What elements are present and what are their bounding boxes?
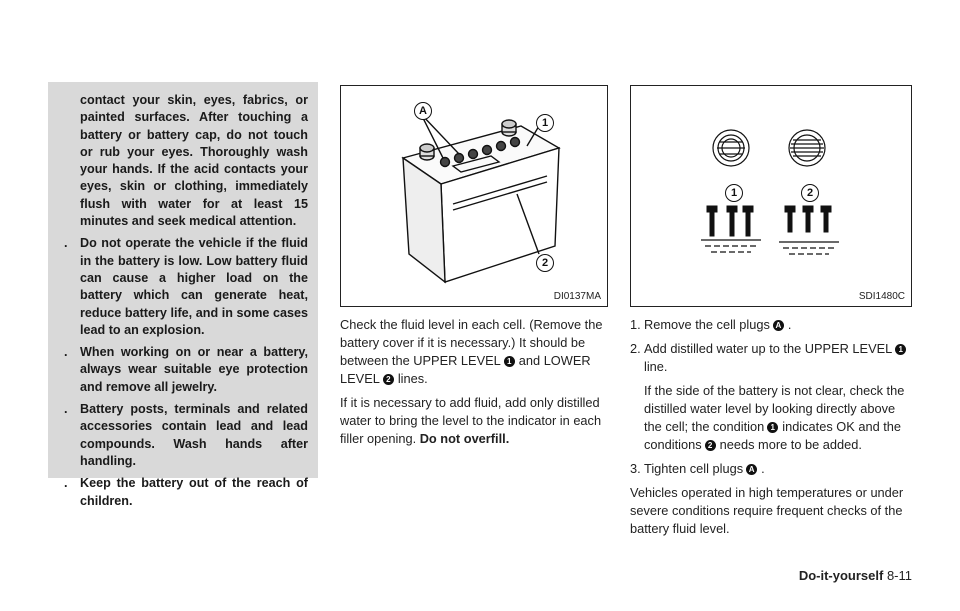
battery-figure [340,85,608,307]
paragraph [340,394,608,448]
text-run: . [761,461,765,476]
paragraph [340,316,608,388]
bullet-marker: . [64,345,68,360]
warning-bullet [60,475,308,510]
text-run: . [787,317,792,332]
step-1 [630,316,912,334]
marker-a: A [773,320,784,331]
warning-bullet-text: When working on or near a battery, always wear suitable eye protection and remove all jewelry. [80,345,308,394]
text-run: line. [644,359,668,374]
callout-1: 1 [536,114,554,132]
warning-bullet-text: Keep the battery out of the reach of children. [80,476,308,508]
page-number: 8-11 [886,568,912,583]
bullet-marker: . [64,476,68,491]
text-run: Remove the cell plugs [644,317,770,332]
text-run: needs more to be added. [719,437,862,452]
step-2 [630,340,912,376]
warning-continuation: contact your skin, eyes, fabrics, or painted surfaces. After touching a battery or battery cap, do not touch or rub your eyes. Thoroughly wash your hands. If the acid contacts your eyes, skin or clothing, immediately flush with water for at least 15 minutes and seek medical attention. [80,93,308,229]
text-run: Add distilled water up to the UPPER LEVEL [644,341,893,356]
warning-bullet-text: Battery posts, terminals and related accessories contain lead and lead compounds. Wash hands after handling. [80,402,308,468]
marker-2: 2 [705,440,716,451]
callout-a: A [414,102,432,120]
warning-bullet-text: Do not operate the vehicle if the fluid in the battery is low. Low battery fluid can cause a higher load on the battery which can generate heat, reduce battery life, and in some cases lead to an explosion. [80,236,308,337]
marker-a: A [746,464,757,475]
warning-box [48,82,318,508]
marker-1: 1 [504,356,515,367]
bullet-marker: . [64,236,68,251]
callout-1: 1 [725,184,743,202]
warning-bullet [60,235,308,339]
step-number: 3. [630,461,641,476]
step-2-note [630,382,912,454]
callout-2: 2 [536,254,554,272]
figure-id: SDI1480C [858,291,905,302]
right-text [630,316,912,544]
middle-text [340,316,608,454]
battery-illustration [341,86,607,286]
bullet-marker: . [64,402,68,417]
water-level-illustration [631,86,911,286]
text-run: If it is necessary to add fluid, add only distilled water to bring the level to the indicator in each filler opening. [340,395,602,446]
warning-bullet [60,344,308,396]
text-run: and LOWER LEVEL [340,353,591,386]
text-run: indicates OK and the conditions [644,419,902,452]
text-run: Tighten cell plugs [644,461,744,476]
page-footer [799,568,912,583]
section-name: Do-it-yourself [798,568,884,583]
text-run: Check the fluid level in each cell. (Remove the battery cover if it is necessary.) It should be between the UPPER LEVEL [340,317,603,368]
step-number: 1. [630,317,641,332]
water-level-figure [630,85,912,307]
step-number: 2. [630,341,641,356]
bold-warning: Do not overfill. [419,431,510,446]
text-run: lines. [397,371,428,386]
marker-2: 2 [383,374,394,385]
figure-id: DI0137MA [553,291,601,302]
callout-2: 2 [801,184,819,202]
warning-bullet [60,401,308,470]
closing-paragraph: Vehicles operated in high temperatures or under severe conditions require frequent checks of the battery fluid level. [630,485,904,536]
marker-1: 1 [767,422,778,433]
step-3 [630,460,912,478]
text-run: If the side of the battery is not clear, check the distilled water level by looking directly above the cell; the condition [644,383,905,434]
marker-1: 1 [895,344,906,355]
